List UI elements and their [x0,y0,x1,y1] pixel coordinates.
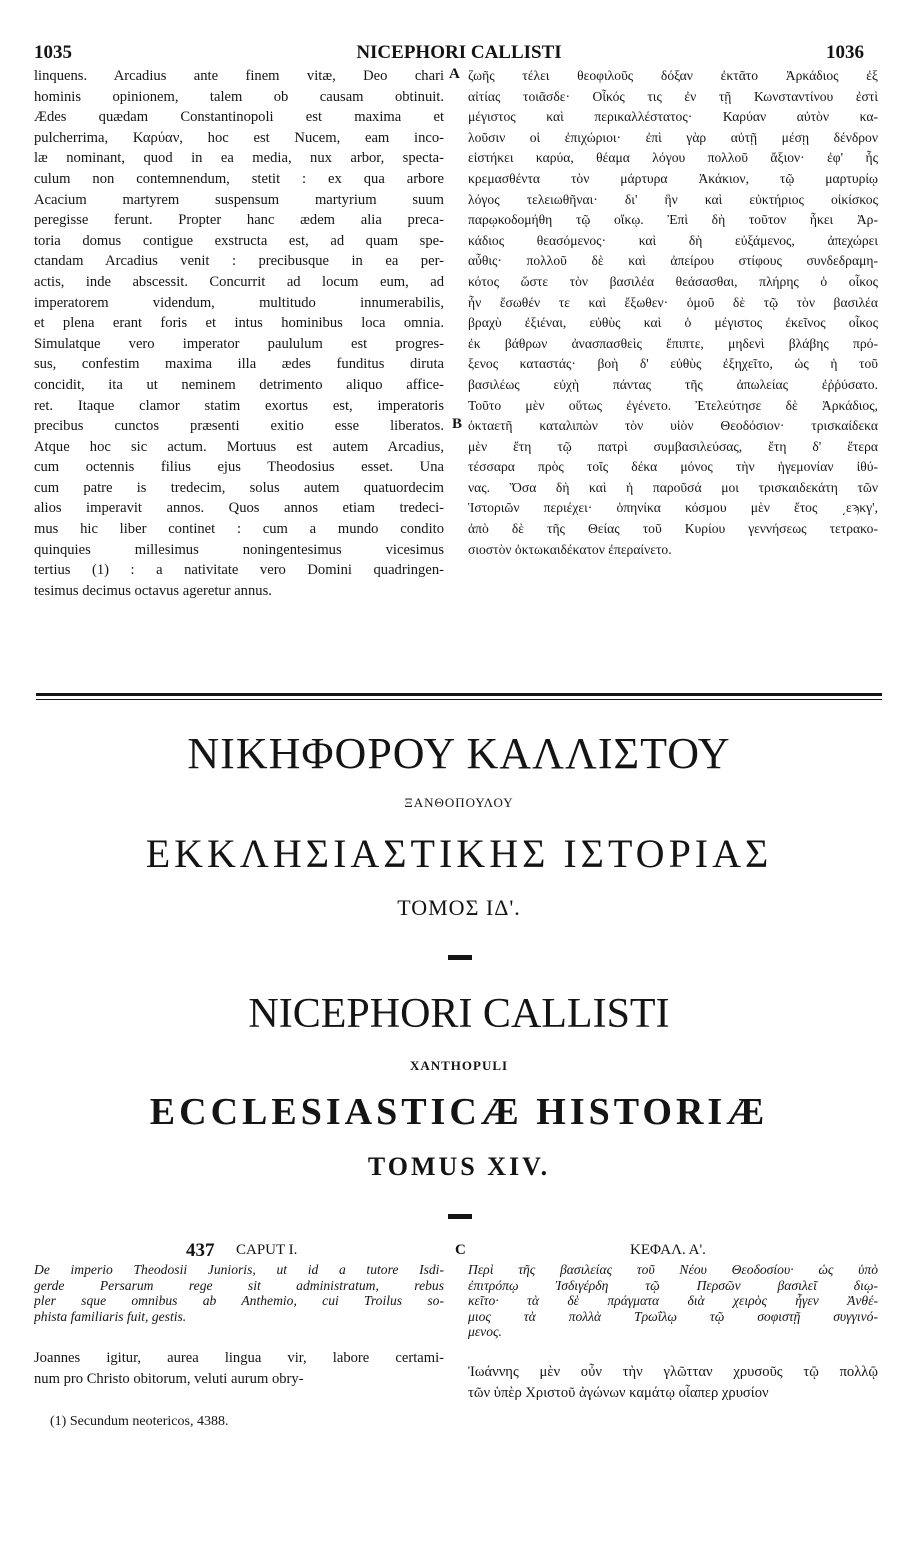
summary-line: gerde Persarum rege sit administratum, rebus [34,1277,444,1293]
greek-work-title: ΕΚΚΛΗΣΙΑΣΤΙΚΗΣ ΙΣΤΟΡΙΑΣ [145,831,773,876]
text-line: Simulatque vero imperator paululum est progres- [34,335,444,352]
summary-line: phista familiaris fuit, gestis. [34,1308,187,1324]
text-line: αἰτίας τοιᾶσδε· Οἶκός τις ἐν τῇ Κωνσταντίνου ἐστὶ [468,88,878,104]
latin-chapter-heading: CAPUT I. [236,1242,298,1258]
text-line: læ nominant, quod in ea media, nux arbor, specta- [34,150,444,167]
page-number-right: 1036 [826,42,864,63]
text-line: κότος ὥστε τὸν βασιλέα θεάσασθαι, πλήρης ὁ οἶκος [468,273,878,289]
text-line: ὀκταετῆ καταλιπὼν τὸν υἱὸν Θεοδόσιον· τρισκαίδεκα [468,418,878,434]
text-line: λοῦσιν οἱ ἐπιχώριοι· ἐπὶ γὰρ αὐτῇ μέσῃ δένδρον [468,129,878,145]
greek-continuation-column [468,66,878,560]
column-number: 437 [186,1240,215,1261]
text-line: num pro Christo obitorum, veluti aurum obry- [34,1371,304,1387]
text-line: mus hic liber continet : cum a mundo condito [34,521,444,538]
greek-chapter-heading: ΚΕΦΑΛ. Α'. [630,1242,706,1258]
text-line: tesimus decimus octavus ageretur annus. [34,582,272,599]
text-line: culum non contemnendum, stetit : ex qua arbore [34,170,444,187]
text-line: linquens. Arcadius ante finem vitæ, Deo chari [34,68,444,84]
text-line: εἱστήκει καρύα, θέαμα λόγου πολλοῦ ἄξιον· ἐφ' ἧς [468,150,878,166]
greek-chapter-text [468,1362,878,1404]
text-line: ret. Itaque clamor statim exortus est, imperatoris [34,397,444,414]
text-line: hominis opinionem, talem ob causam obtinuit. [34,88,444,105]
text-line: αὖθις· πολλοῦ δὲ καὶ ἀπείρου στίφους συνδεδραμη- [468,253,878,269]
latin-surname: XANTHOPULI [409,1058,509,1073]
text-line: βραχὺ ἐξιέναι, εὐθὺς καὶ ὁ μέγιστος ἐκεῖνος οἶκος [468,315,878,331]
text-line: Acacium martyrem suspensum martyrium suum [34,191,444,208]
text-line: βασιλέως εὐχὴ πάντας τῆς ἀπωλείας ἐῤῥύσατο. [468,376,878,392]
text-line: imperatorem videndum, multitudo innumerabilis, [34,294,444,311]
summary-line: μενος. [468,1324,502,1339]
summary-line: De imperio Theodosii Junioris, ut id a tutore Isdi- [34,1262,444,1277]
greek-volume: ΤΟΜΟΣ ΙΔ'. [397,895,521,920]
margin-mark-c: C [455,1242,466,1258]
text-line: Joannes igitur, aurea lingua vir, labore certami- [34,1350,444,1366]
text-line: pulcherrima, Καρύαν, hoc est Nucem, eam inco- [34,129,444,146]
text-line: actis, inde abscessit. Concurrit ad locum eum, ad [34,273,444,290]
text-line: quinquies millesimus noningentesimus vicesimus [34,541,444,558]
text-line: ἦν ἔσωθέν τε καὶ ἔξωθεν· ὁμοῦ δὲ τῷ τὸν βασιλέα [468,294,878,310]
summary-line: Περὶ τῆς βασιλείας τοῦ Νέου Θεοδοσίου· ὡς ὑπὸ [468,1262,878,1277]
text-line: Atque hoc sic actum. Mortuus est autem Arcadius, [34,438,444,455]
text-line: ἐκ βάθρων ἀνασπασθεὶς ἔπιπτε, μηδενὶ βλάβης πρό- [468,335,878,351]
text-line: ξενος καταστάς· βοὴ δ' εὐθὺς ἐξηχεῖτο, ὡς ἡ τοῦ [468,356,878,372]
text-line: ἀπὸ δὲ τῆς Θείας τοῦ Κυρίου γεννήσεως τετρακο- [468,521,878,537]
text-line: toria domus contigue exstructa est, ad quam spe- [34,232,444,249]
margin-mark-b: B [452,416,463,432]
latin-chapter-summary [34,1262,444,1324]
text-line: μὲν ἔτη τῷ πατρὶ συμβασιλεύσας, ἔτη δ' ἕτερα [468,438,878,454]
text-line: cum octennis filius ejus Theodosius esset. Una [34,459,444,476]
latin-volume: TOMUS XIV. [367,1152,551,1181]
text-line: alios imperavit annos. Quos annos etiam tredeci- [34,500,444,517]
title-dash-2 [448,1214,472,1219]
latin-continuation-column [34,66,444,601]
text-line: νας. Ὅσα δὴ καὶ ἡ παροῦσά μοι τρισκαιδεκάτη τῶν [468,479,878,495]
latin-author-title: NICEPHORI CALLISTI [248,991,670,1037]
page-number-left: 1035 [34,42,72,63]
text-line: κρεμασθέντα τὸν μάρτυρα Ἀκάκιον, τῷ μαρτυρίῳ [468,170,878,186]
text-line: precibus cunctos præsenti exitio esse liberatos. [34,418,444,435]
text-line: σιοστὸν ὀκτωκαιδέκατον ἐπεραίνετο. [468,541,672,557]
text-line: Ἱστοριῶν περιέχει· ὁπηνίκα κόσμου μὲν ἔτος ͵εϡκγ', [468,500,878,516]
text-line: τῶν ὑπὲρ Χριστοῦ ἀγώνων καμάτῳ οἷαπερ χρυσίον [468,1385,769,1401]
title-dash-1 [448,955,472,960]
text-line: τέσσαρα πρὸς τοῖς δέκα μόνος τὴν ἡγεμονίαν ἰθύ- [468,459,878,475]
section-rule-thin [36,699,882,700]
text-line: ζωῆς τέλει θεοφιλοῦς δόξαν ἐκτᾶτο Ἀρκάδιος ἐξ [468,68,878,83]
text-line: cum patre is tredecim, solus autem quatuordecim [34,479,444,496]
text-line: παρῳκοδομήθη τῷ οἴκῳ. Ἐπὶ δὴ τοῦτον ἧκει Ἀρ- [468,212,878,228]
summary-line: κεῖτο· τὰ δὲ πράγματα διὰ χειρὸς ἦγεν Ἀνθέ- [468,1293,878,1308]
greek-author-title: ΝΙΚΗΦΟΡΟΥ ΚΑΛΛΙΣΤΟΥ [187,729,731,778]
text-line: Τοῦτο μὲν οὕτως ἐγένετο. Ἐτελεύτησε δὲ Ἀρκάδιος, [468,397,878,413]
margin-mark-a: A [449,66,460,82]
summary-line: ἐπιτρόπῳ Ἰσδιγέρδη τῷ Περσῶν βασιλεῖ διῳ- [468,1277,878,1293]
text-line: concidit, ita ut neminem detrimento aliquo affice- [34,376,444,393]
latin-work-title: ECCLESIASTICÆ HISTORIÆ [149,1091,769,1133]
text-line: et plena erant foris et intus hominibus loca omnia. [34,315,444,332]
summary-line: μιος τὰ πολλὰ Τρωΐλῳ τῷ σοφιστῇ συγγινό- [468,1308,878,1324]
greek-surname: ΞΑΝΘΟΠΟΥΛΟΥ [404,795,514,810]
text-line: peregisse ferunt. Propter hanc ædem alia preca- [34,212,444,229]
footnote: (1) Secundum neotericos, 4388. [50,1414,229,1429]
summary-line: pler sque omnibus ab Anthemio, cui Troilus so- [34,1293,444,1308]
greek-chapter-summary [468,1262,878,1340]
running-title: NICEPHORI CALLISTI [356,42,562,63]
text-line: μέγιστος καὶ περικαλλέστατος· Καρύαν αὐτὸν κα- [468,109,878,125]
text-line: κάδιος θεασόμενος· καὶ δὴ εὐξάμενος, ἀπεχώρει [468,232,878,248]
text-line: ctandam Arcadius venit : precibusque in ea per- [34,253,444,270]
latin-chapter-text [34,1348,444,1390]
section-rule-thick [36,693,882,696]
text-line: tertius (1) : a nativitate vero Domini quadringen- [34,562,444,579]
text-line: λόγος τελειωθῆναι· δι' ἣν καὶ εὐκτήριος οἰκίσκος [468,191,878,207]
text-line: sus, confestim maxima illa ædes funditus diruta [34,356,444,373]
text-line: Ædes quædam Constantinopoli est maxima et [34,109,444,126]
text-line: Ἰωάννης μὲν οὖν τὴν γλῶτταν χρυσοῦς τῷ πολλῷ [468,1364,878,1380]
